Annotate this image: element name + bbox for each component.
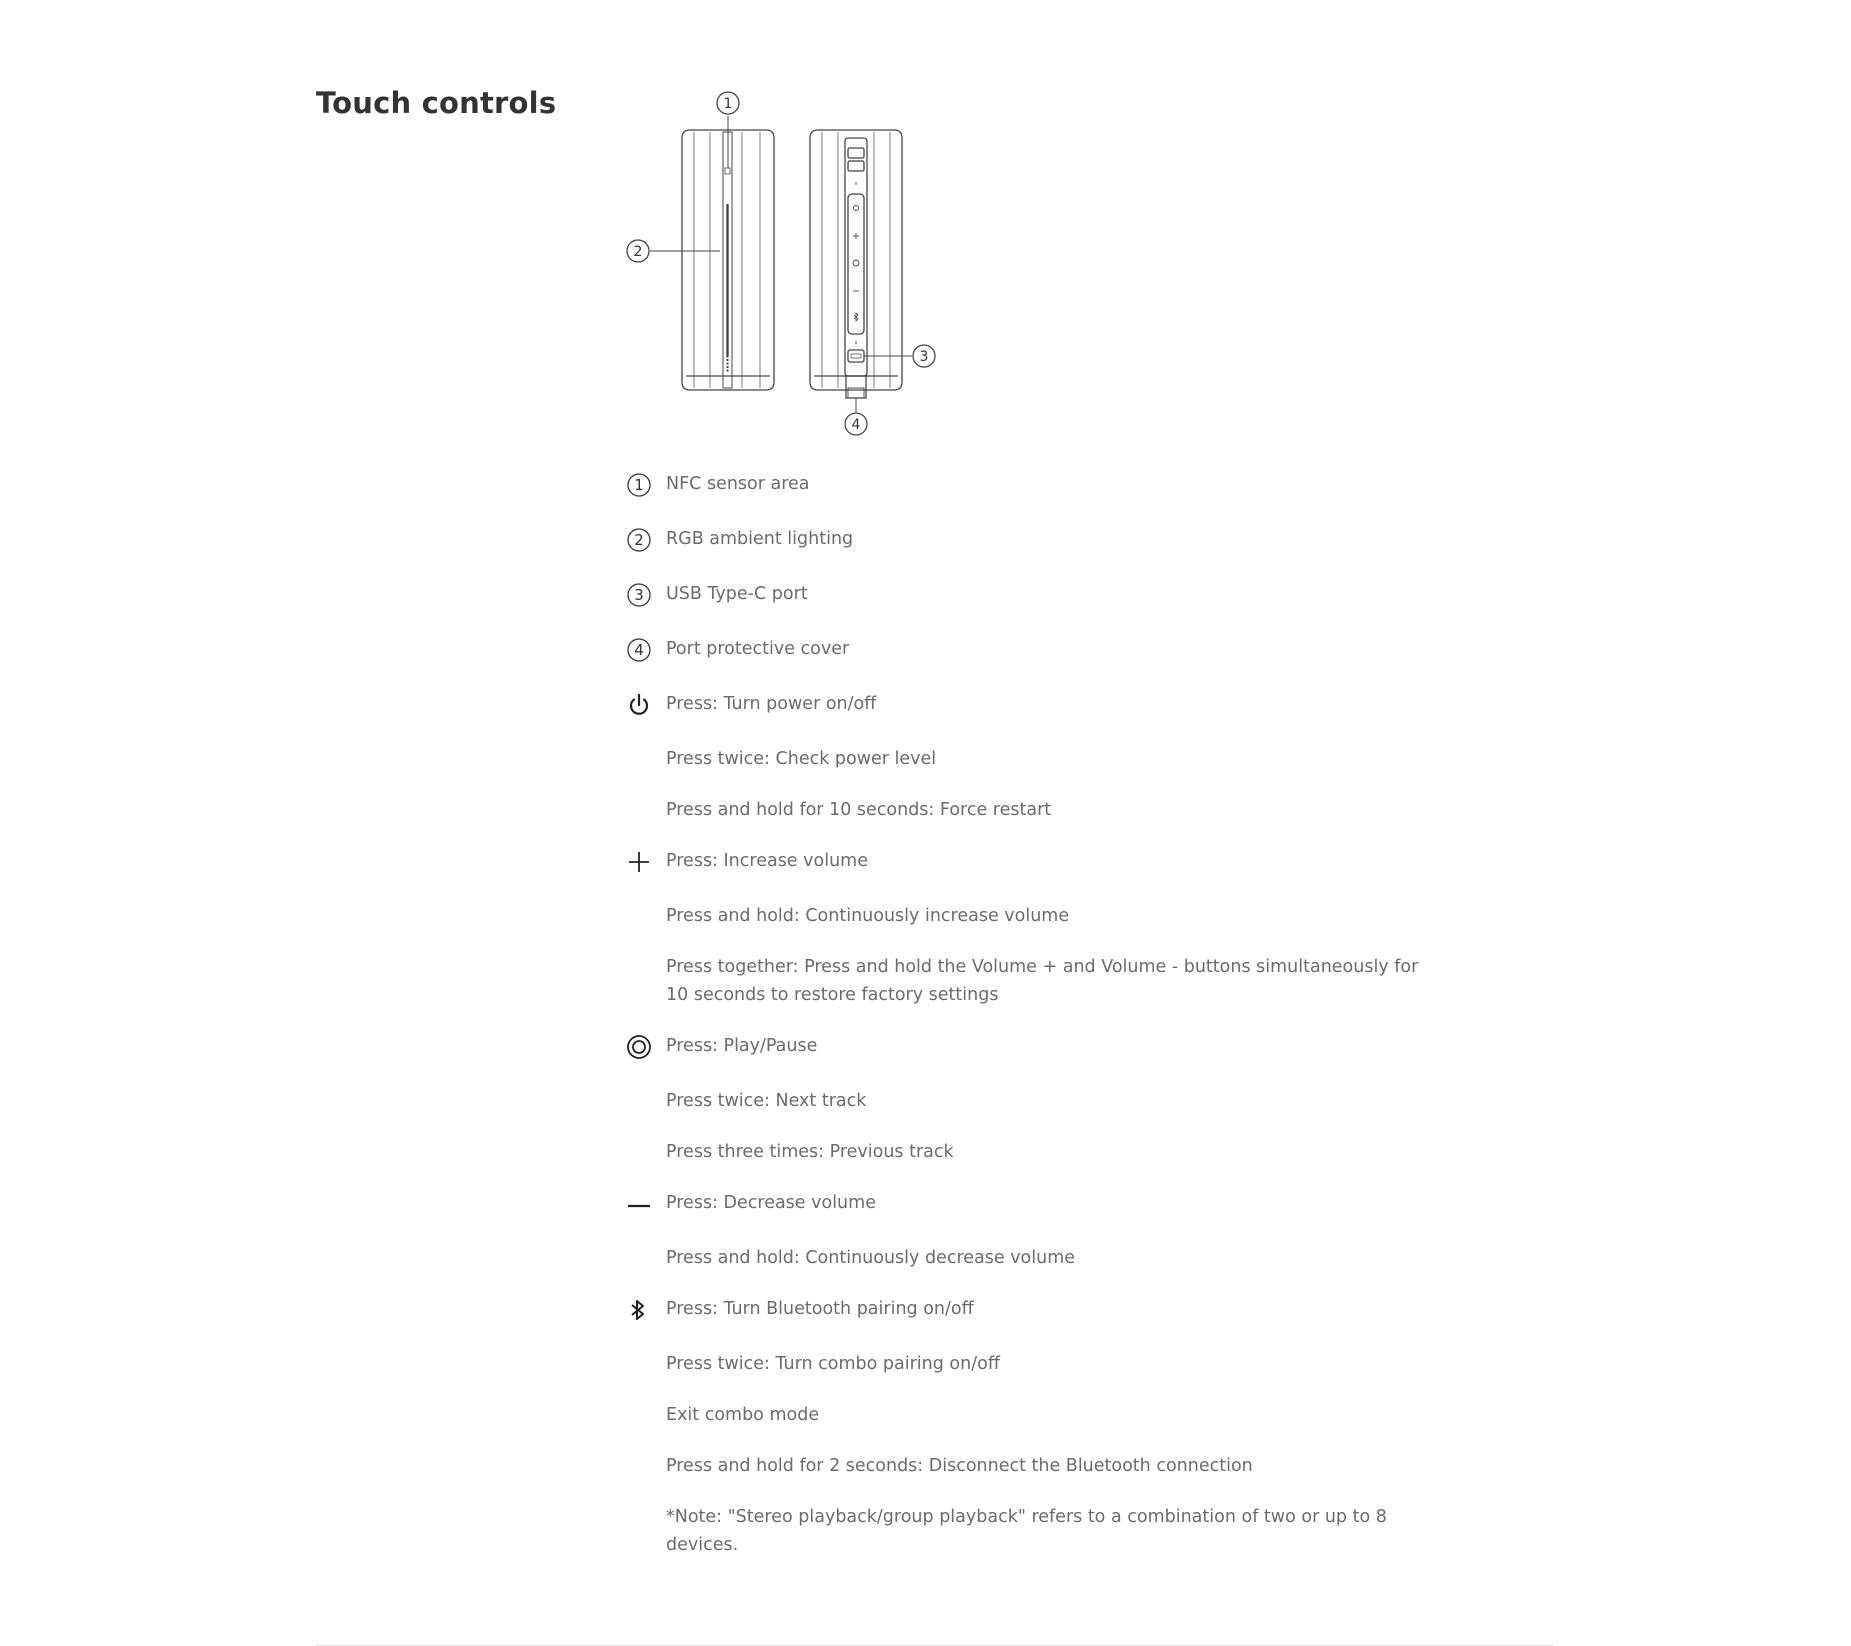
callout-1: 1	[723, 96, 733, 112]
list-item	[626, 1138, 1426, 1166]
svg-text:3: 3	[634, 586, 644, 604]
list-item-text: Press twice: Turn combo pairing on/off	[666, 1354, 1000, 1374]
list-item	[626, 635, 1426, 663]
list-item	[626, 1452, 1426, 1480]
circled-1-icon	[626, 472, 652, 498]
list-item	[626, 1244, 1426, 1272]
circled-3-icon	[626, 582, 652, 608]
list-item	[626, 1189, 1426, 1217]
list-item	[626, 796, 1426, 824]
list-item-text: Press and hold: Continuously increase volume	[666, 906, 1070, 926]
svg-text:1: 1	[634, 476, 644, 494]
list-item-text: Press: Play/Pause	[666, 1036, 818, 1056]
controls-list	[626, 470, 1426, 1559]
list-item-text: Press twice: Next track	[666, 1091, 867, 1111]
list-item	[626, 470, 1426, 498]
list-item-text: RGB ambient lighting	[666, 529, 854, 549]
list-item-text: Press three times: Previous track	[666, 1142, 954, 1162]
list-item	[626, 745, 1426, 773]
speaker-diagram	[620, 86, 960, 456]
list-item	[626, 580, 1426, 608]
plus-icon	[626, 849, 652, 875]
list-item	[626, 1350, 1426, 1378]
list-item	[626, 525, 1426, 553]
list-item-text: Press together: Press and hold the Volume + and Volume - buttons simultaneously for 10 seconds to restore factory settings	[666, 957, 1419, 1005]
list-item	[626, 1087, 1426, 1115]
svg-text:4: 4	[634, 641, 644, 659]
list-item-text: Press and hold: Continuously decrease volume	[666, 1248, 1076, 1268]
list-item	[626, 1032, 1426, 1060]
list-item-text: Press: Decrease volume	[666, 1193, 876, 1213]
bluetooth-icon	[626, 1297, 652, 1323]
list-item-text: Port protective cover	[666, 639, 850, 659]
list-item-text: NFC sensor area	[666, 474, 810, 494]
circled-4-icon	[626, 637, 652, 663]
list-item	[626, 902, 1426, 930]
list-item-text: Press: Turn Bluetooth pairing on/off	[666, 1299, 974, 1319]
callout-4: 4	[851, 417, 861, 433]
power-icon	[626, 692, 652, 718]
list-item	[626, 953, 1426, 1009]
minus-icon	[626, 1191, 652, 1217]
callout-2: 2	[633, 244, 643, 260]
list-item-text: *Note: "Stereo playback/group playback" refers to a combination of two or up to 8 devices.	[666, 1507, 1387, 1555]
speaker-back-view	[810, 130, 935, 435]
page-title: Touch controls	[316, 86, 557, 120]
list-item-text: Press: Turn power on/off	[666, 694, 877, 714]
list-item-text: Press twice: Check power level	[666, 749, 937, 769]
list-item	[626, 1295, 1426, 1323]
list-item	[626, 690, 1426, 718]
speaker-front-view	[627, 92, 774, 390]
list-item-text: USB Type-C port	[666, 584, 808, 604]
list-item	[626, 1401, 1426, 1429]
list-item-text: Press and hold for 2 seconds: Disconnect the Bluetooth connection	[666, 1456, 1253, 1476]
note-text	[626, 1503, 1426, 1559]
list-item-text: Press: Increase volume	[666, 851, 868, 871]
circled-2-icon	[626, 527, 652, 553]
play-pause-icon	[626, 1034, 652, 1060]
callout-3: 3	[919, 349, 929, 365]
list-item-text: Press and hold for 10 seconds: Force restart	[666, 800, 1052, 820]
svg-text:2: 2	[634, 531, 644, 549]
list-item	[626, 847, 1426, 875]
list-item-text: Exit combo mode	[666, 1405, 820, 1425]
